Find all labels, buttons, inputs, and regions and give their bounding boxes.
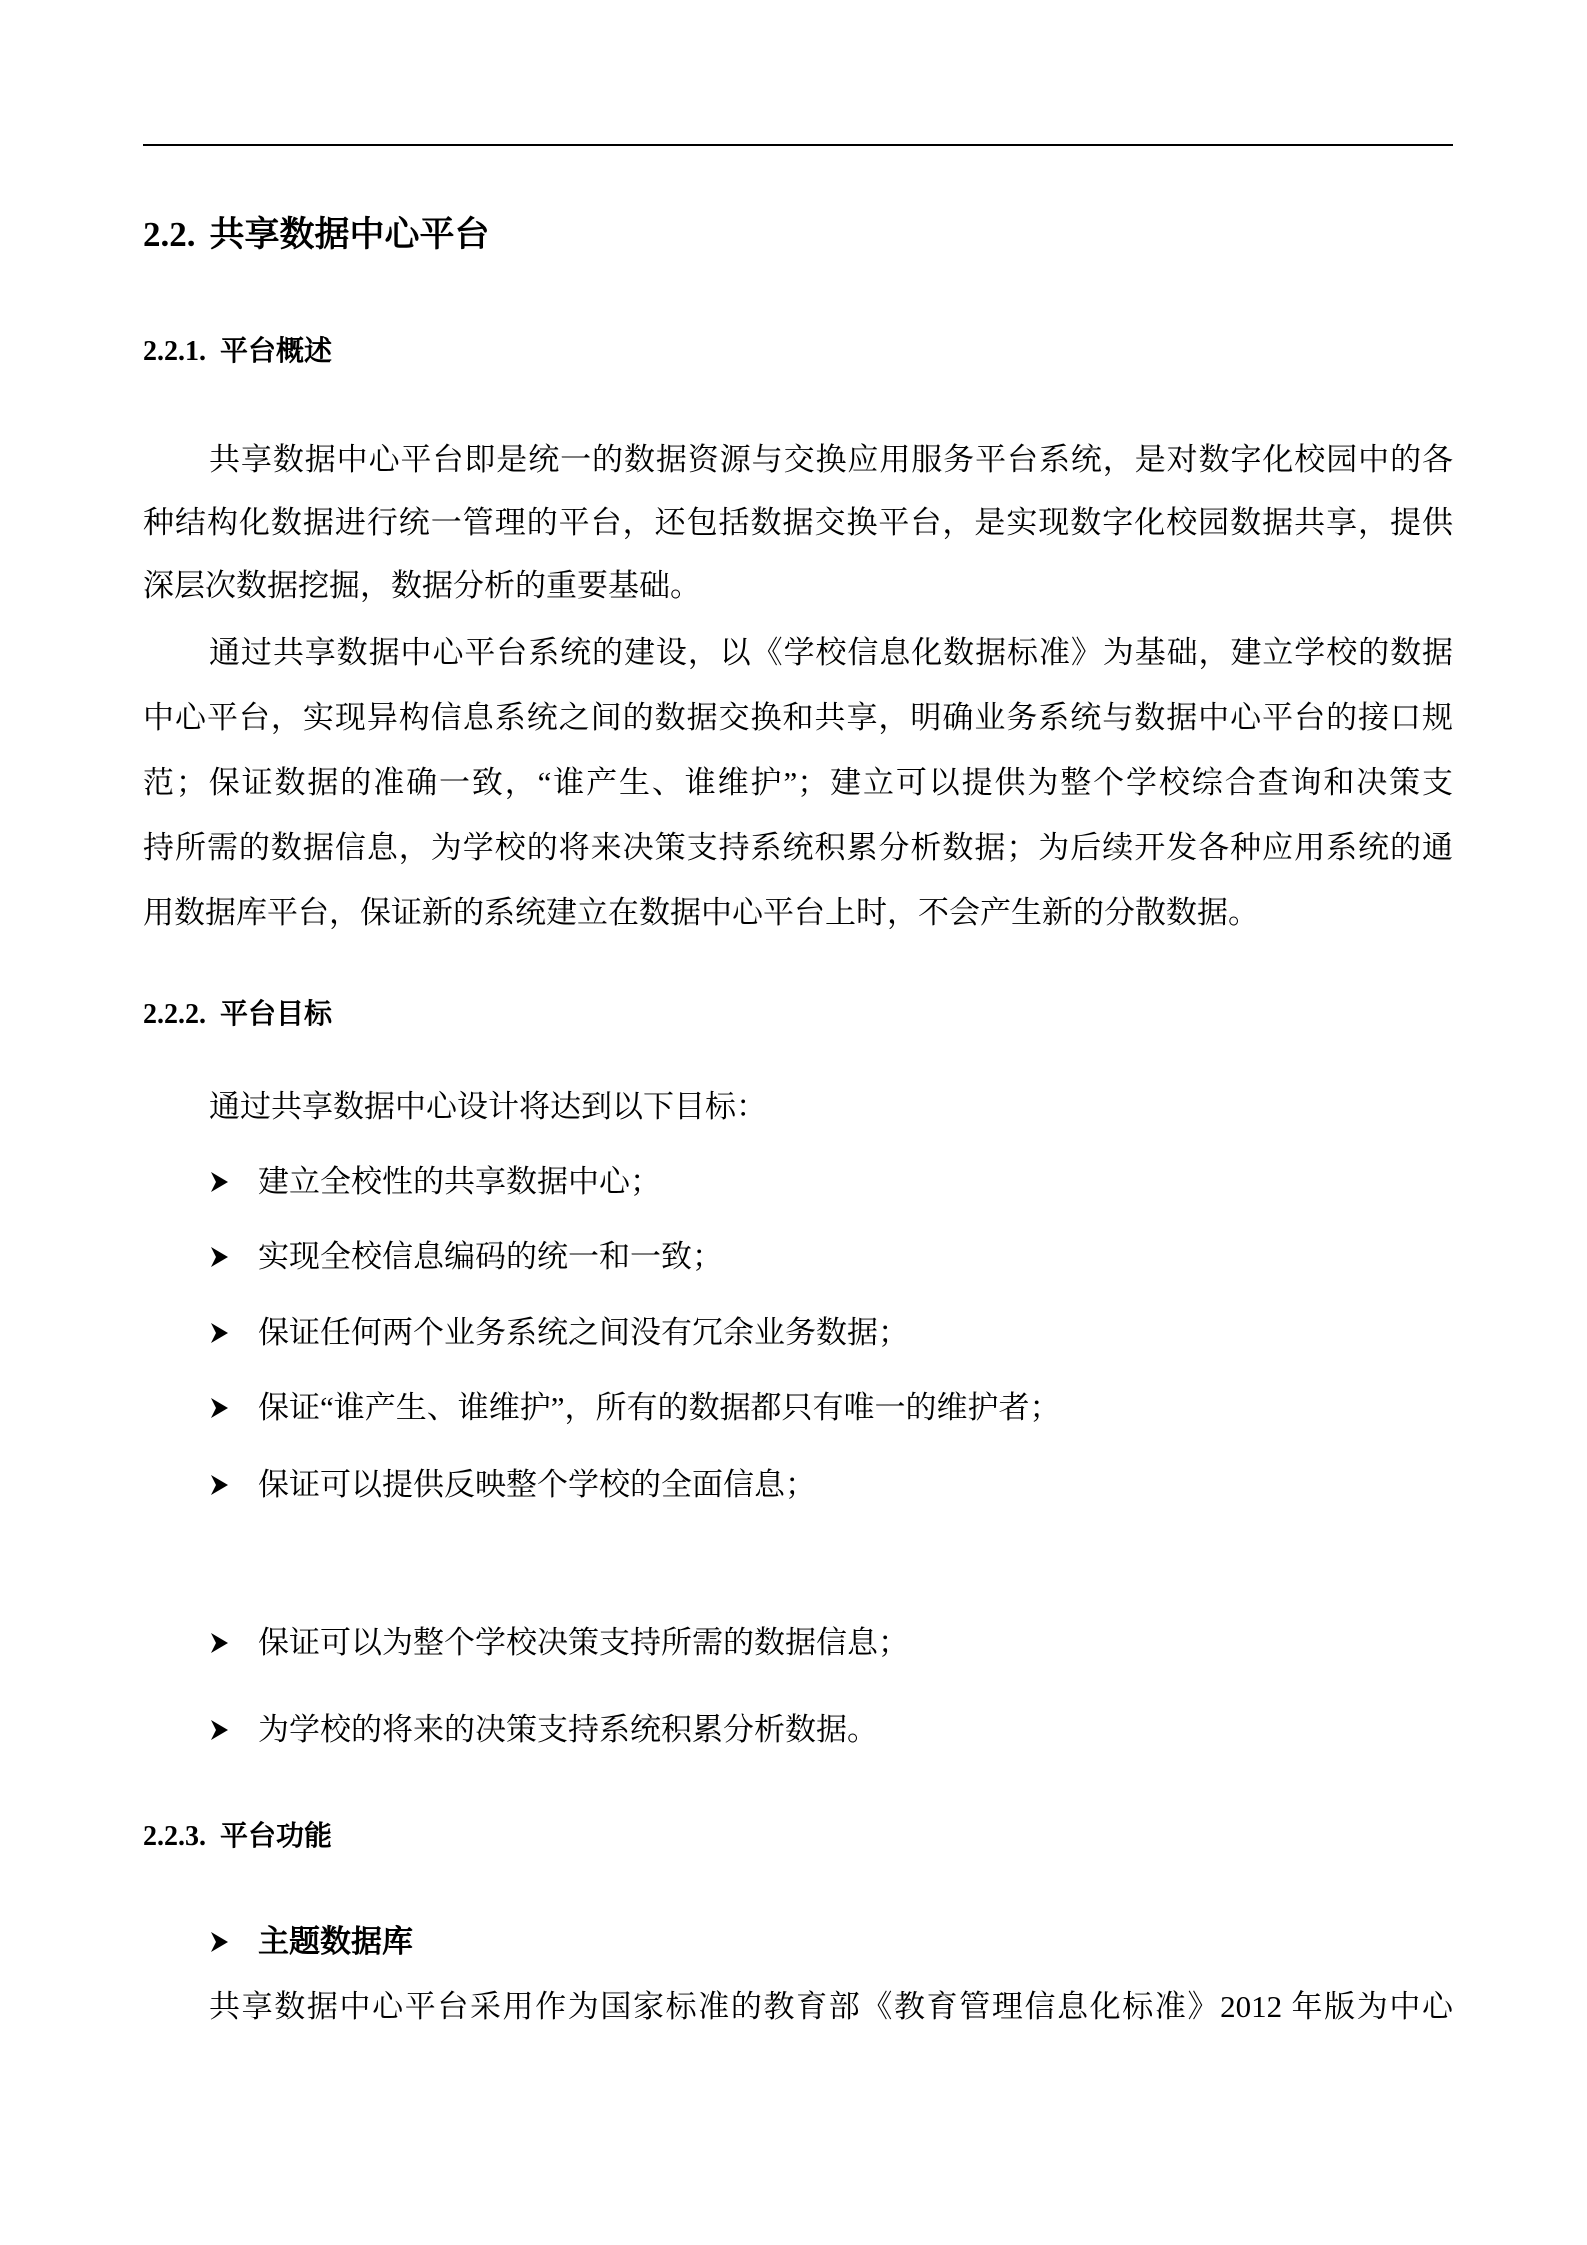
goals-number: 2.2.2.	[143, 999, 206, 1030]
goal-item	[209, 1468, 816, 1502]
goal-text: 保证任何两个业务系统之间没有冗余业务数据；	[258, 1315, 909, 1350]
goal-text: 实现全校信息编码的统一和一致；	[258, 1239, 723, 1274]
goal-item	[209, 1240, 723, 1274]
arrow-bullet-icon	[209, 1719, 229, 1741]
arrow-bullet-icon	[209, 1246, 229, 1268]
section-heading	[143, 215, 490, 255]
arrow-bullet-icon	[209, 1397, 229, 1419]
paragraph-line: 深层次数据挖掘，数据分析的重要基础。	[143, 568, 701, 603]
paragraph-line: 共享数据中心平台即是统一的数据资源与交换应用服务平台系统，是对数字化校园中的各	[209, 442, 1453, 477]
paragraph-line: 中心平台，实现异构信息系统之间的数据交换和共享，明确业务系统与数据中心平台的接口规	[143, 700, 1453, 735]
arrow-bullet-icon	[209, 1474, 229, 1496]
section-title: 共享数据中心平台	[209, 215, 490, 254]
goal-text: 为学校的将来的决策支持系统积累分析数据。	[258, 1712, 878, 1747]
overview-heading	[143, 335, 332, 369]
paragraph-line: 范；保证数据的准确一致，“谁产生、谁维护”；建立可以提供为整个学校综合查询和决策支	[143, 765, 1453, 800]
functions-number: 2.2.3.	[143, 1821, 206, 1852]
arrow-bullet-icon	[209, 1171, 229, 1193]
goal-item	[209, 1391, 1061, 1425]
goal-item	[209, 1165, 661, 1199]
header-rule	[143, 144, 1453, 146]
subheading-text: 主题数据库	[258, 1924, 413, 1959]
paragraph-line: 种结构化数据进行统一管理的平台，还包括数据交换平台，是实现数字化校园数据共享，提供	[143, 505, 1453, 540]
goal-text: 保证可以提供反映整个学校的全面信息；	[258, 1467, 816, 1502]
goal-item	[209, 1713, 878, 1747]
overview-title: 平台概述	[220, 336, 333, 367]
goal-item	[209, 1316, 909, 1350]
section-number: 2.2.	[143, 215, 196, 254]
goal-text: 建立全校性的共享数据中心；	[258, 1164, 661, 1199]
paragraph-line: 持所需的数据信息，为学校的将来决策支持系统积累分析数据；为后续开发各种应用系统的通	[143, 830, 1453, 865]
arrow-bullet-icon	[209, 1931, 229, 1953]
paragraph-line: 用数据库平台，保证新的系统建立在数据中心平台上时，不会产生新的分散数据。	[143, 895, 1259, 930]
goal-text: 保证可以为整个学校决策支持所需的数据信息；	[258, 1625, 909, 1660]
functions-title: 平台功能	[220, 1821, 333, 1852]
arrow-bullet-icon	[209, 1322, 229, 1344]
overview-number: 2.2.1.	[143, 336, 206, 367]
paragraph-line: 通过共享数据中心平台系统的建设，以《学校信息化数据标准》为基础，建立学校的数据	[209, 635, 1453, 670]
goal-item	[209, 1626, 909, 1660]
arrow-bullet-icon	[209, 1632, 229, 1654]
paragraph-line: 共享数据中心平台采用作为国家标准的教育部《教育管理信息化标准》2012 年版为中心	[209, 1989, 1453, 2024]
functions-heading	[143, 1820, 332, 1854]
goal-text: 保证“谁产生、谁维护”，所有的数据都只有唯一的维护者；	[258, 1390, 1061, 1425]
goals-title: 平台目标	[220, 999, 333, 1030]
subheading-theme-database	[209, 1925, 413, 1959]
goals-intro: 通过共享数据中心设计将达到以下目标：	[209, 1089, 767, 1124]
goals-heading	[143, 998, 332, 1032]
